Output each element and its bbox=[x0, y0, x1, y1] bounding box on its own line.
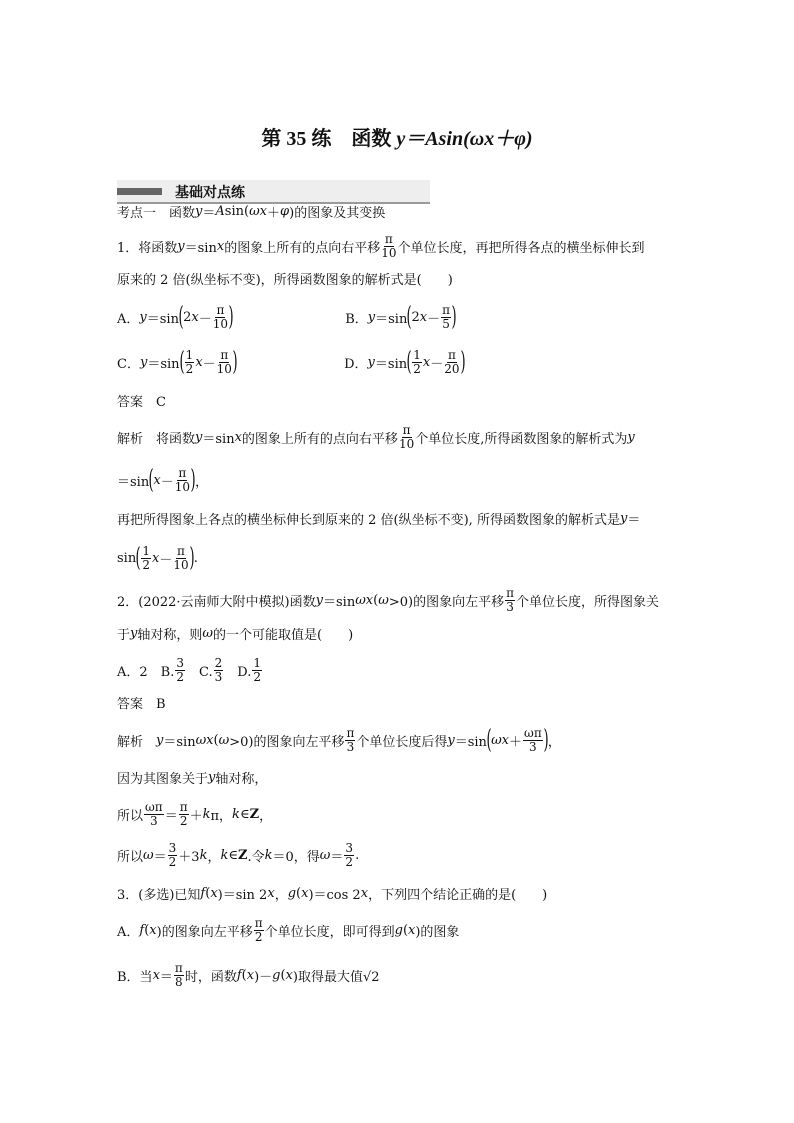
denominator: 2 bbox=[168, 854, 177, 869]
text-segment: sin bbox=[117, 550, 137, 566]
math-variable: y bbox=[130, 625, 138, 641]
text-segment: B．当 bbox=[117, 969, 153, 985]
text-segment: )＝cos 2 bbox=[308, 887, 361, 903]
text-segment: ＝0，得 bbox=[272, 849, 320, 865]
math-variable: y bbox=[139, 354, 148, 370]
denominator: 2 bbox=[254, 929, 263, 944]
section-label: 基础对点练 bbox=[175, 185, 245, 201]
math-variable: x bbox=[246, 967, 255, 983]
fraction bbox=[399, 424, 414, 451]
fraction bbox=[168, 842, 178, 869]
text-segment: )－ bbox=[254, 969, 273, 985]
text-segment: . bbox=[193, 550, 198, 566]
text-segment: )的图象向左平移 bbox=[156, 924, 253, 940]
denominator: 2 bbox=[185, 361, 194, 376]
text-segment: ＝ bbox=[627, 512, 641, 528]
math-variable: x bbox=[285, 967, 293, 983]
math-variable: y bbox=[208, 769, 216, 785]
text-segment: .令 bbox=[247, 849, 265, 865]
math-variable: x bbox=[152, 550, 160, 566]
numerator: π bbox=[254, 915, 263, 930]
q2-stem bbox=[117, 613, 353, 653]
math-variable: φ bbox=[280, 203, 290, 219]
math-variable: y bbox=[195, 203, 203, 219]
text-segment: ( bbox=[213, 732, 219, 748]
text-segment: )的图象及其变换 bbox=[289, 205, 386, 221]
text-segment: 的一个可能取值是( ) bbox=[213, 627, 354, 643]
text-segment: )的图象 bbox=[415, 924, 460, 940]
numerator: π bbox=[177, 543, 185, 558]
fraction bbox=[344, 842, 354, 869]
math-variable: y bbox=[447, 732, 455, 748]
q3-option-b bbox=[117, 955, 380, 995]
numerator: 3 bbox=[176, 655, 184, 670]
numerator: π bbox=[346, 725, 355, 740]
q2-analysis bbox=[117, 794, 272, 834]
text-segment: ( bbox=[296, 885, 302, 901]
math-variable: ωx bbox=[249, 203, 267, 219]
text-segment: － bbox=[160, 474, 174, 490]
text-segment: ， bbox=[207, 849, 221, 865]
text-segment: 轴对称，则 bbox=[137, 627, 203, 643]
text-segment: ＝sin bbox=[375, 311, 408, 327]
math-variable: A bbox=[215, 203, 225, 219]
text-segment: 个单位长度，所得图象关 bbox=[515, 594, 659, 610]
fraction bbox=[444, 349, 459, 376]
text-segment: ＝sin bbox=[184, 240, 217, 256]
numerator: π bbox=[384, 231, 393, 246]
numerator: 3 bbox=[168, 840, 177, 855]
large-parenthesis: ) bbox=[189, 543, 195, 573]
text-segment: ＝ bbox=[202, 205, 216, 221]
page-title bbox=[0, 122, 794, 151]
numerator: π bbox=[442, 302, 450, 317]
q1-analysis bbox=[117, 538, 198, 578]
math-variable: x bbox=[360, 885, 369, 901]
denominator: 8 bbox=[175, 974, 183, 989]
topic-heading bbox=[117, 191, 385, 231]
text-segment: ＝sin bbox=[163, 734, 196, 750]
text-segment: 2 bbox=[411, 309, 420, 325]
text-segment: ， bbox=[195, 474, 209, 490]
text-segment: B． bbox=[345, 311, 368, 327]
math-variable: ω bbox=[143, 847, 154, 863]
text-segment: 的图象上所有的点向右平移 bbox=[224, 240, 381, 256]
text-segment: ＝ bbox=[159, 969, 173, 985]
large-parenthesis: ( bbox=[148, 465, 154, 495]
numerator: 1 bbox=[253, 655, 261, 670]
q1-analysis bbox=[117, 498, 640, 538]
denominator: 2 bbox=[142, 557, 150, 572]
text-segment: 原来的 2 倍(纵坐标不变)，所得函数图象的解析式是( ) bbox=[117, 272, 453, 288]
text-segment: A． bbox=[117, 311, 140, 327]
math-variable: y bbox=[367, 309, 376, 325]
text-segment: 考点一 函数 bbox=[117, 205, 196, 221]
math-variable: k bbox=[202, 806, 211, 822]
q1-analysis bbox=[117, 460, 208, 500]
q1-stem bbox=[117, 258, 453, 298]
q2-analysis bbox=[117, 720, 561, 760]
math-variable: k bbox=[232, 806, 240, 822]
text-segment: A．2 B. bbox=[117, 664, 175, 680]
fraction bbox=[254, 917, 264, 944]
text-segment: D. bbox=[224, 664, 252, 680]
text-segment: ＝sin bbox=[374, 356, 408, 372]
math-variable: f bbox=[236, 967, 242, 983]
text-segment: ， bbox=[547, 734, 561, 750]
text-segment: 个单位长度,所得函数图象的解析式为 bbox=[415, 431, 628, 447]
math-variable: y bbox=[627, 429, 635, 445]
math-variable: x bbox=[301, 885, 309, 901]
math-variable: ωx bbox=[195, 732, 214, 748]
fraction bbox=[252, 657, 262, 684]
numerator: π bbox=[174, 960, 183, 975]
math-variable: ω bbox=[378, 592, 389, 608]
numerator: π bbox=[447, 347, 456, 362]
fraction bbox=[345, 727, 355, 754]
text-segment: ＝sin bbox=[202, 431, 235, 447]
denominator: 20 bbox=[444, 361, 460, 376]
numerator: 2 bbox=[214, 655, 223, 670]
text-segment: 答案 C bbox=[117, 394, 166, 410]
large-parenthesis: ) bbox=[228, 302, 234, 332]
text-segment: >0)的图象向左平移 bbox=[388, 594, 505, 610]
q3-option-a bbox=[117, 910, 459, 950]
math-variable: x bbox=[234, 429, 242, 445]
text-segment: － bbox=[427, 311, 441, 327]
math-variable: ω bbox=[319, 847, 331, 863]
numerator: π bbox=[216, 302, 225, 317]
numerator: 1 bbox=[185, 347, 194, 362]
numerator: ωπ bbox=[145, 799, 163, 814]
text-segment: ( bbox=[373, 592, 379, 608]
fraction bbox=[213, 304, 228, 331]
text-segment: )＝sin 2 bbox=[217, 887, 268, 903]
numerator: ωπ bbox=[524, 725, 542, 740]
denominator: 10 bbox=[381, 245, 397, 260]
q2-analysis bbox=[117, 757, 267, 797]
large-parenthesis: ) bbox=[451, 302, 457, 332]
text-segment: 轴对称， bbox=[215, 771, 268, 787]
large-parenthesis: ( bbox=[179, 347, 185, 377]
text-segment: ＝ bbox=[330, 849, 344, 865]
math-variable: k bbox=[264, 847, 273, 863]
math-variable: x bbox=[152, 967, 160, 983]
text-segment: － bbox=[430, 356, 444, 372]
text-segment: D． bbox=[344, 356, 368, 372]
text-segment: ＝sin bbox=[454, 734, 487, 750]
denominator: 2 bbox=[253, 669, 261, 684]
text-segment: C． bbox=[117, 356, 140, 372]
denominator: 2 bbox=[413, 361, 421, 376]
numerator: π bbox=[178, 465, 187, 480]
text-segment: 个单位长度，再把所得各点的横坐标伸长到 bbox=[397, 240, 645, 256]
fraction bbox=[185, 349, 195, 376]
text-segment: 时，函数 bbox=[184, 969, 237, 985]
fraction bbox=[175, 467, 190, 494]
math-variable: ω bbox=[202, 625, 213, 641]
text-segment: ＋ bbox=[189, 808, 203, 824]
math-variable: y bbox=[177, 238, 185, 254]
large-parenthesis: ( bbox=[486, 725, 492, 755]
denominator: 10 bbox=[174, 479, 190, 494]
text-segment: 解析 bbox=[117, 734, 157, 750]
numerator: π bbox=[506, 585, 514, 600]
text-segment: 个单位长度，即可得到 bbox=[264, 924, 395, 940]
fraction bbox=[381, 233, 396, 260]
math-variable: x bbox=[419, 309, 428, 325]
math-variable: g bbox=[287, 885, 297, 901]
math-variable: g bbox=[272, 967, 281, 983]
numerator: π bbox=[179, 799, 188, 814]
text-segment: 因为其图象关于 bbox=[117, 771, 209, 787]
large-parenthesis: ) bbox=[190, 465, 196, 495]
denominator: 10 bbox=[398, 436, 415, 451]
large-parenthesis: ( bbox=[406, 347, 412, 377]
math-variable: ωx bbox=[355, 592, 374, 608]
text-segment: ＝ bbox=[153, 849, 167, 865]
text-segment: 所以 bbox=[117, 808, 144, 824]
text-segment: ， bbox=[259, 808, 273, 824]
text-segment: ( bbox=[402, 922, 409, 938]
fraction bbox=[412, 349, 422, 376]
math-variable: f bbox=[139, 922, 145, 938]
denominator: 10 bbox=[216, 361, 232, 376]
denominator: 10 bbox=[173, 557, 189, 572]
large-parenthesis: ) bbox=[543, 725, 549, 755]
math-variable: g bbox=[394, 922, 403, 938]
fraction bbox=[179, 801, 189, 828]
math-variable: ω bbox=[218, 732, 230, 748]
q2-answer bbox=[117, 682, 166, 722]
text-segment: － bbox=[198, 311, 212, 327]
denominator: 3 bbox=[346, 739, 355, 754]
large-parenthesis: ) bbox=[232, 347, 238, 377]
text-segment: ＝sin bbox=[117, 474, 150, 490]
q1-analysis bbox=[117, 417, 635, 457]
text-segment: 所以 bbox=[117, 849, 144, 865]
math-variable: y bbox=[315, 592, 323, 608]
text-segment: sin( bbox=[224, 203, 250, 219]
numerator: π bbox=[402, 422, 411, 437]
q1-options-cd bbox=[117, 342, 465, 382]
text-segment: A． bbox=[117, 924, 140, 940]
numerator: 1 bbox=[413, 347, 421, 362]
text-segment: π， bbox=[210, 808, 233, 824]
text-segment: ＝sin bbox=[323, 594, 356, 610]
q1-options-ab bbox=[117, 297, 456, 337]
text-segment: 解析 将函数 bbox=[117, 431, 196, 447]
text-segment: ∈ bbox=[228, 847, 238, 863]
math-variable: y bbox=[156, 732, 164, 748]
numerator: 3 bbox=[345, 840, 354, 855]
large-parenthesis: ( bbox=[135, 543, 141, 573]
q3-stem bbox=[117, 873, 547, 913]
math-variable: x bbox=[408, 922, 416, 938]
math-variable: x bbox=[195, 354, 203, 370]
fraction bbox=[441, 304, 451, 331]
text-segment: ＝sin bbox=[147, 356, 180, 372]
math-variable: x bbox=[153, 472, 161, 488]
numerator: 1 bbox=[142, 543, 150, 558]
math-variable: x bbox=[210, 885, 218, 901]
denominator: 3 bbox=[506, 599, 514, 614]
denominator: 3 bbox=[150, 813, 158, 828]
fraction bbox=[174, 962, 184, 989]
text-segment: ( bbox=[205, 885, 211, 901]
fraction bbox=[214, 657, 224, 684]
denominator: 5 bbox=[442, 316, 450, 331]
denominator: 3 bbox=[529, 739, 537, 754]
fraction bbox=[217, 349, 232, 376]
text-segment: 1．将函数 bbox=[117, 240, 178, 256]
text-segment: . bbox=[355, 847, 360, 863]
q1-answer bbox=[117, 380, 166, 420]
text-segment: C. bbox=[186, 664, 213, 680]
text-segment: ( bbox=[280, 967, 286, 983]
math-variable: ωx bbox=[491, 732, 510, 748]
math-variable: x bbox=[267, 885, 275, 901]
text-segment: － bbox=[159, 552, 173, 568]
math-set-symbol: Z bbox=[249, 806, 260, 822]
text-segment: ＝sin bbox=[146, 311, 179, 327]
text-segment: 2．(2022·云南师大附中模拟)函数 bbox=[117, 594, 316, 610]
fraction bbox=[141, 545, 151, 572]
text-segment: ( bbox=[144, 922, 150, 938]
text-segment: 答案 B bbox=[117, 696, 166, 712]
denominator: 2 bbox=[179, 813, 188, 828]
text-segment: ∈ bbox=[239, 806, 250, 822]
text-segment: 于 bbox=[117, 627, 131, 643]
large-parenthesis: ) bbox=[460, 347, 466, 377]
large-parenthesis: ( bbox=[406, 302, 412, 332]
text-segment: ＋ bbox=[509, 734, 523, 750]
fraction bbox=[523, 727, 543, 754]
fraction bbox=[173, 545, 188, 572]
math-variable: x bbox=[149, 922, 157, 938]
math-variable: k bbox=[199, 847, 208, 863]
text-segment: ， bbox=[274, 887, 288, 903]
denominator: 10 bbox=[212, 316, 229, 331]
math-variable: f bbox=[200, 885, 206, 901]
math-variable: x bbox=[216, 238, 225, 254]
large-parenthesis: ( bbox=[178, 302, 184, 332]
text-segment: ，下列四个结论正确的是( ) bbox=[368, 887, 548, 903]
denominator: 2 bbox=[176, 669, 184, 684]
text-segment: )取得最大值√2 bbox=[292, 969, 380, 985]
title-formula: y＝Asin(ωx＋φ) bbox=[396, 128, 533, 150]
math-set-symbol: Z bbox=[237, 847, 248, 863]
math-variable: y bbox=[367, 354, 375, 370]
math-variable: k bbox=[220, 847, 229, 863]
math-variable: y bbox=[139, 309, 147, 325]
text-segment: ＝ bbox=[164, 808, 178, 824]
math-variable: y bbox=[619, 510, 628, 526]
fraction bbox=[175, 657, 185, 684]
math-variable: y bbox=[195, 429, 203, 445]
text-segment: 3．(多选)已知 bbox=[117, 887, 201, 903]
title-text: 第 35 练 函数 bbox=[261, 128, 397, 150]
text-segment: 再把所得图象上各点的横坐标伸长到原来的 2 倍(纵坐标不变), 所得函数图象的解析式是 bbox=[117, 512, 620, 528]
text-segment: ( bbox=[241, 967, 247, 983]
q2-analysis bbox=[117, 835, 359, 875]
text-segment: >0)的图象向左平移 bbox=[229, 734, 345, 750]
text-segment: 的图象上所有的点向右平移 bbox=[241, 431, 398, 447]
denominator: 2 bbox=[345, 854, 354, 869]
numerator: π bbox=[220, 347, 229, 362]
denominator: 3 bbox=[214, 669, 223, 684]
fraction bbox=[505, 587, 515, 614]
text-segment: － bbox=[202, 356, 216, 372]
text-segment: ＋3 bbox=[178, 849, 200, 865]
text-segment: 个单位长度后得 bbox=[356, 734, 448, 750]
text-segment: 2 bbox=[183, 309, 192, 325]
fraction bbox=[144, 801, 164, 828]
math-variable: x bbox=[422, 354, 431, 370]
math-variable: x bbox=[191, 309, 199, 325]
text-segment: ＋ bbox=[267, 205, 281, 221]
